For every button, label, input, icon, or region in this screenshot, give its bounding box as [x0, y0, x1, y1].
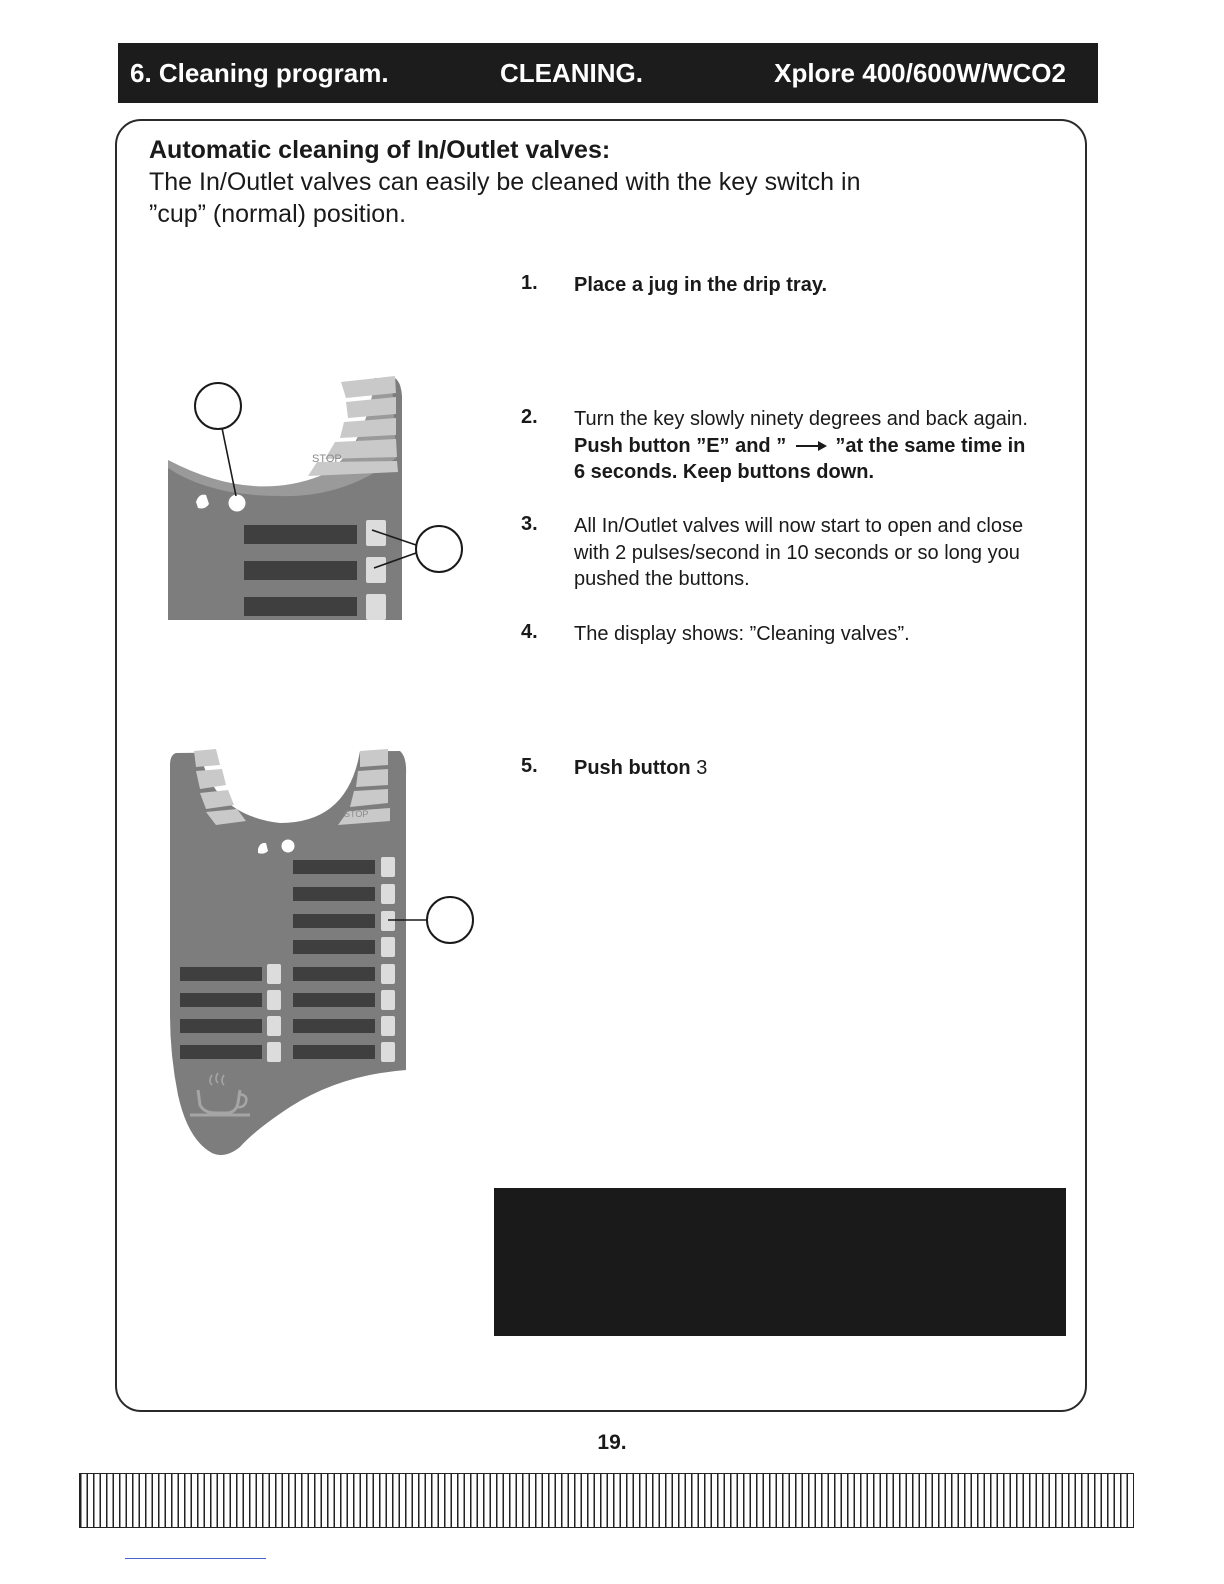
step-3-line-3: pushed the buttons.: [574, 568, 750, 590]
stop-key-label: STOP: [312, 453, 342, 465]
control-panel-figure-2: [160, 745, 480, 1160]
display-slots: [244, 525, 357, 616]
intro-paragraph: [149, 166, 929, 230]
step-2-line-2b: ”at the same time in: [835, 434, 1026, 457]
key-switch: [229, 495, 246, 512]
chapter-heading: CLEANING.: [500, 58, 643, 88]
page-number: 19.: [597, 1431, 627, 1454]
step-5-label: Push button: [574, 757, 691, 779]
step-1-number: 1.: [521, 272, 538, 294]
step-2-line-3: 6 seconds. Keep buttons down.: [574, 461, 875, 483]
control-panel-figure-1: [160, 368, 470, 630]
step-2-line-2a: Push button ”E” and ”: [574, 434, 787, 457]
intro-line-1: The In/Outlet valves can easily be cleaned with the key switch in: [149, 168, 861, 196]
step-3-line-2: with 2 pulses/second in 10 seconds or so long you: [574, 541, 1020, 564]
intro-line-2: ”cup” (normal) position.: [149, 200, 407, 228]
step-3-line-1: All In/Outlet valves will now start to open and close: [574, 515, 1024, 537]
step-5-number: 5.: [521, 755, 538, 777]
key-switch-2: [282, 840, 295, 853]
footer-barcode-strip: [79, 1473, 1134, 1528]
step-4-text: The display shows: ”Cleaning valves”.: [574, 623, 910, 645]
model-heading: Xplore 400/600W/WCO2: [774, 58, 1066, 88]
selection-buttons: [366, 520, 386, 620]
stop-key-label-2: STOP: [344, 809, 369, 819]
section-heading: 6. Cleaning program.: [130, 58, 389, 88]
step-2-line-1: Turn the key slowly ninety degrees and back again.: [574, 408, 1028, 430]
redacted-note-box: [494, 1188, 1066, 1336]
step-3-text: [574, 513, 1064, 593]
footer-underline: [125, 1558, 266, 1559]
step-2-line-2: [574, 433, 1064, 460]
step-5-button-number: 3: [696, 757, 708, 779]
section-title: Automatic cleaning of In/Outlet valves:: [149, 136, 611, 164]
header-bar: [118, 43, 1098, 103]
step-3-number: 3.: [521, 513, 538, 535]
step-4-number: 4.: [521, 621, 538, 643]
step-2-text: [574, 406, 1064, 486]
right-arrow-icon: [792, 439, 830, 453]
step-1-text: Place a jug in the drip tray.: [574, 274, 828, 296]
step-5-text: [574, 755, 1064, 782]
step-2-number: 2.: [521, 406, 538, 428]
